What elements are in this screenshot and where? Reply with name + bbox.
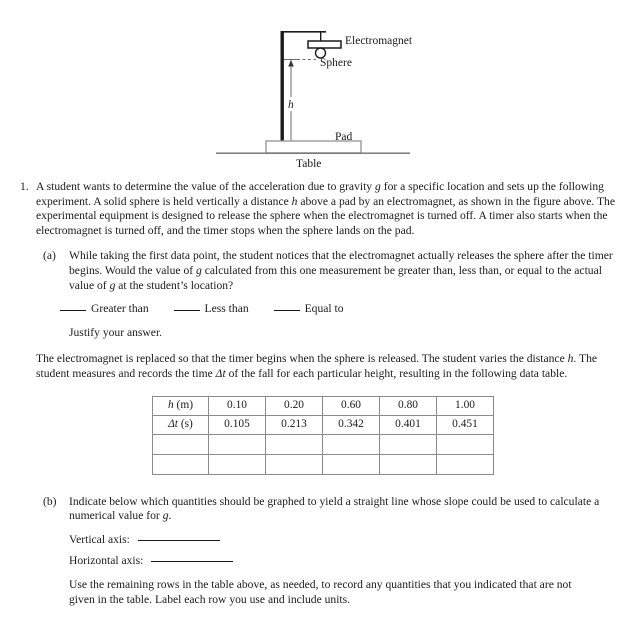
part-a-block (0, 249, 634, 293)
question-number: 1. (20, 180, 29, 193)
cell-dt-1[interactable]: 0.105 (209, 415, 266, 434)
vertical-axis-row (0, 533, 634, 548)
choice-label-less-than: Less than (204, 302, 249, 316)
vertical-axis-blank[interactable] (138, 540, 220, 541)
blank-cell-r2-c2[interactable] (266, 454, 323, 474)
table-row-h (153, 396, 494, 415)
electromagnet-body (308, 41, 341, 48)
question-content (0, 180, 634, 607)
part-a-choices (0, 302, 634, 317)
sphere-label: Sphere (320, 57, 352, 69)
choice-label-greater-than: Greater than (91, 302, 149, 316)
height-label: h (288, 99, 294, 111)
table-label: Table (296, 158, 322, 170)
blank-cell-r2-c0[interactable] (153, 454, 209, 474)
support-arm (283, 31, 326, 33)
row-label-h[interactable] (153, 396, 209, 415)
choice-less-than[interactable] (174, 302, 249, 317)
blank-cell-r2-c5[interactable] (437, 454, 494, 474)
choice-label-equal-to: Equal to (304, 302, 344, 316)
part-b-block (0, 495, 634, 524)
question-1-block (0, 180, 634, 238)
blank-cell-r1-c3[interactable] (323, 434, 380, 454)
vertical-axis-label: Vertical axis: (69, 532, 130, 546)
cell-h-4[interactable]: 0.80 (380, 396, 437, 415)
horizontal-axis-label: Horizontal axis: (69, 554, 144, 568)
cell-dt-5[interactable]: 0.451 (437, 415, 494, 434)
data-table-body (153, 396, 494, 474)
middle-paragraph: The electromagnet is replaced so that the timer begins when the sphere is released. The student varies the distance h. The student measures and records the time Δt of the fall for each particular height, resulting in the following data table. (36, 352, 598, 380)
table-row-dt (153, 415, 494, 434)
choice-blank-greater-than[interactable] (60, 310, 86, 311)
closing-note: Use the remaining rows in the table above, as needed, to record any quantities that you indicated that are not given in the table. Label each row you use and include units. (69, 577, 572, 606)
horizontal-axis-blank[interactable] (151, 561, 233, 562)
blank-cell-r1-c2[interactable] (266, 434, 323, 454)
blank-cell-r1-c0[interactable] (153, 434, 209, 454)
horizontal-axis-row (0, 554, 634, 569)
row-label-dt-units: (s) (177, 418, 193, 431)
choice-blank-equal-to[interactable] (274, 310, 300, 311)
cell-h-3[interactable]: 0.60 (323, 396, 380, 415)
support-post (281, 31, 284, 150)
blank-cell-r2-c4[interactable] (380, 454, 437, 474)
table-row-blank-2 (153, 454, 494, 474)
row-label-dt-symbol: Δt (168, 418, 178, 431)
data-table (152, 396, 494, 475)
justify-prompt: Justify your answer. (69, 325, 163, 339)
data-table-wrap (0, 396, 634, 475)
choice-greater-than[interactable] (60, 302, 149, 317)
experiment-figure (0, 0, 634, 178)
magnet-mount (320, 32, 321, 41)
row-label-dt[interactable] (153, 415, 209, 434)
part-b-text: Indicate below which quantities should be graphed to yield a straight line whose slope could be used to calculate a numerical value for g. (69, 494, 600, 523)
cell-h-5[interactable]: 1.00 (437, 396, 494, 415)
table-row-blank-1 (153, 434, 494, 454)
cell-h-2[interactable]: 0.20 (266, 396, 323, 415)
blank-cell-r1-c5[interactable] (437, 434, 494, 454)
cell-dt-3[interactable]: 0.342 (323, 415, 380, 434)
blank-cell-r2-c3[interactable] (323, 454, 380, 474)
choice-equal-to[interactable] (274, 302, 344, 317)
electromagnet-label: Electromagnet (345, 35, 413, 47)
part-b-letter: (b) (43, 494, 57, 508)
cell-h-1[interactable]: 0.10 (209, 396, 266, 415)
question-stem: A student wants to determine the value of the acceleration due to gravity g for a specific location and sets up the following experiment. A solid sphere is held vertically a distance h above a pad by an electromagnet, as shown in the figure above. The experimental equipment is designed to release the sphere when the electromagnet is turned off. A timer also starts when the electromagnet is turned off, and the timer stops when the sphere lands on the pad. (36, 180, 615, 237)
row-label-h-units: (m) (173, 399, 193, 412)
row-label-h-symbol: h (168, 399, 174, 412)
blank-cell-r1-c4[interactable] (380, 434, 437, 454)
choice-blank-less-than[interactable] (174, 310, 200, 311)
height-arrow-head-up (288, 60, 294, 67)
part-a-text: While taking the first data point, the student notices that the electromagnet actually releases the sphere after the timer begins. Would the value of g calculated from this one measurement be greater than, less than, or equal to the actual value of g at the student’s location? (69, 249, 613, 292)
part-a-letter: (a) (43, 249, 56, 263)
pad-label: Pad (335, 131, 353, 143)
blank-cell-r2-c1[interactable] (209, 454, 266, 474)
cell-dt-2[interactable]: 0.213 (266, 415, 323, 434)
apparatus-diagram (0, 0, 634, 178)
blank-cell-r1-c1[interactable] (209, 434, 266, 454)
cell-dt-4[interactable]: 0.401 (380, 415, 437, 434)
